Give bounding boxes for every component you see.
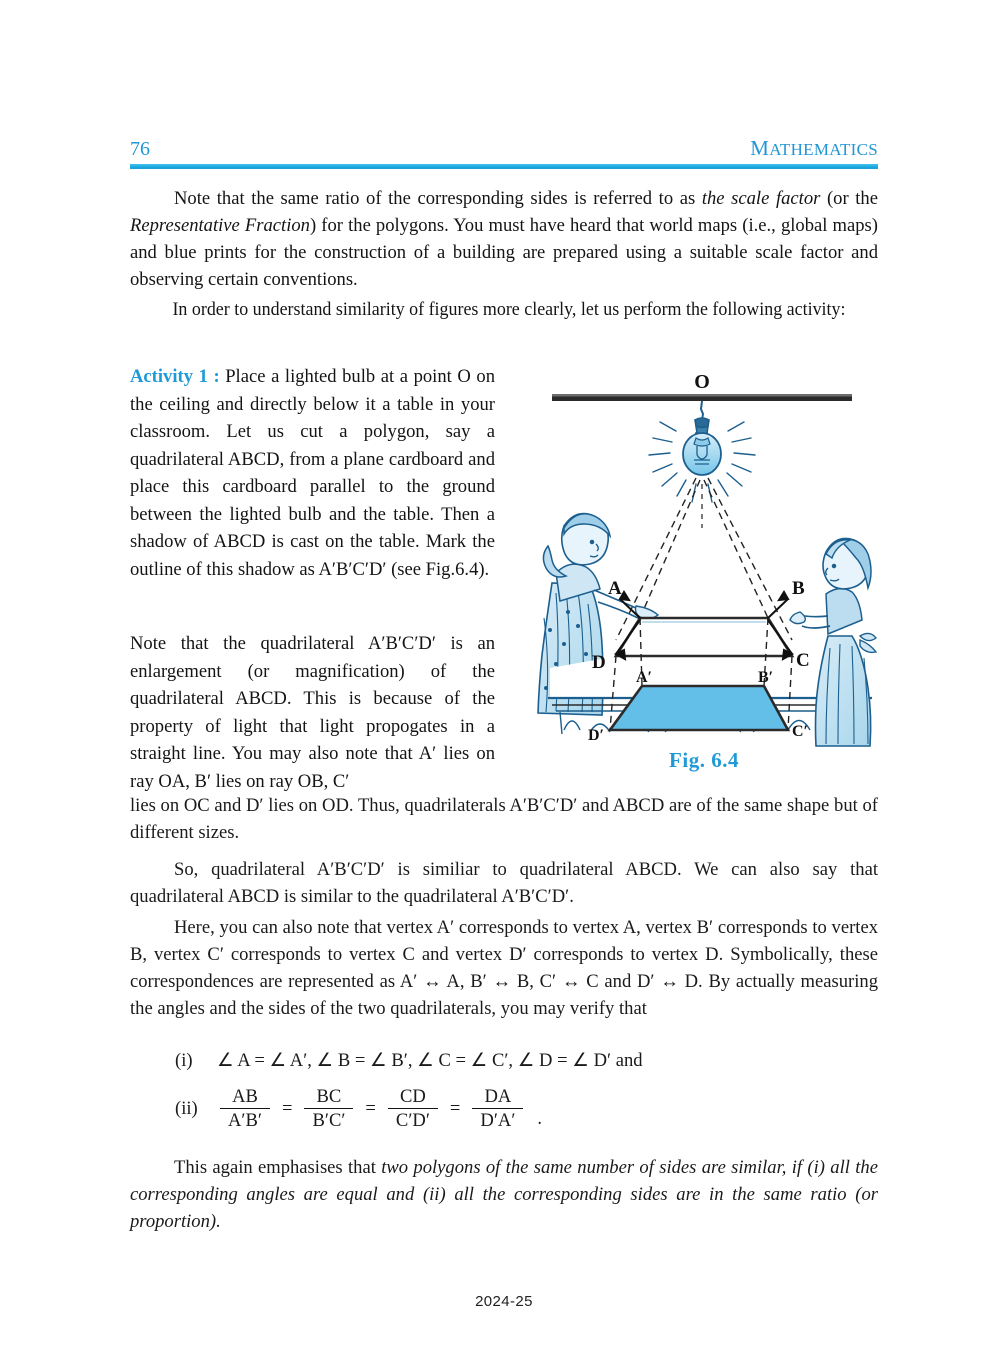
figure-label-C: C <box>796 650 810 671</box>
fraction-numerator: AB <box>232 1086 258 1107</box>
list-marker-ii: (ii) <box>175 1097 198 1119</box>
para1-segment-1: Note that the same ratio of the corresponding sides is referred to as <box>174 188 702 209</box>
paragraph-emphasises <box>130 1155 878 1236</box>
shadow-quadrilateral-A-B-C-D-prime <box>610 686 788 730</box>
page-footer: 2024-25 <box>475 1293 533 1310</box>
list-item-ii <box>175 1086 875 1132</box>
paragraph-scale-factor <box>130 186 878 294</box>
girl-figure-right <box>790 539 876 747</box>
final-paragraph-italic: two polygons of the same number of sides are similar, if (i) all the corresponding angles are equal and (ii) all the corresponding sides are in the same ratio (or proportion). <box>130 1157 878 1232</box>
figure-label-O: O <box>694 371 710 393</box>
para1-segment-3: ) for the polygons. You must have heard that world maps (i.e., global maps) and blue prints for the construction of a building are prepared using a suitable scale factor and observing certain conventions. <box>130 214 878 290</box>
figure-6-4 <box>520 368 888 788</box>
ceiling-bar-icon <box>552 394 852 401</box>
para1-segment-2: (or the <box>820 188 878 209</box>
fraction-ab-over-apbp <box>220 1086 270 1132</box>
paragraph-so-similar: So, quadrilateral A′B′C′D′ is similiar to quadrilateral ABCD. We can also say that quadrilateral ABCD is similar to the quadrilateral A′B′C′D′. <box>130 859 878 907</box>
figure-label-B-prime: B′ <box>758 669 774 686</box>
fraction-denominator: B′C′ <box>304 1108 353 1131</box>
paragraph-lies-on: lies on OC and D′ lies on OD. Thus, quadrilaterals A′B′C′D′ and ABCD are of the same shape but of different sizes. <box>130 795 878 843</box>
activity-1-paragraph <box>130 363 495 583</box>
fraction-denominator: A′B′ <box>220 1108 270 1131</box>
activity-1-text: Place a lighted bulb at a point O on the ceiling and directly below it a table in your classroom. Let us cut a polygon, say a quadrilateral ABCD, from a plane cardboard and place this cardboard parallel to the ground between the lighted bulb and the table. Then a shadow of ABCD is cast on the table. Mark the outline of this shadow as A′B′C′D′ (see Fig.6.4). <box>130 366 495 580</box>
fraction-cd-over-cpdp <box>388 1086 438 1132</box>
fraction-denominator: C′D′ <box>388 1108 438 1131</box>
figure-label-A-prime: A′ <box>636 669 653 686</box>
figure-label-C-prime: C′ <box>792 723 809 740</box>
header-subject-rest: ATHEMATICS <box>769 140 878 159</box>
paragraph-correspondences: Here, you can also note that vertex A′ corresponds to vertex A, vertex B′ corresponds to vertex B, vertex C′ corresponds to vertex C and vertex D′ corresponds to vertex D. Symbolically, these correspondences are represented as A′ ↔ A, B′ ↔ B, C′ ↔ C and D′ ↔ D. By actually measuring the angles and the sides of the two quadrilaterals, you may verify that <box>130 917 878 1019</box>
fraction-denominator: D′A′ <box>472 1108 523 1131</box>
fraction-numerator: DA <box>484 1086 512 1107</box>
header-subject-title <box>750 138 878 159</box>
angle-equalities: ∠ A = ∠ A′, ∠ B = ∠ B′, ∠ C = ∠ C′, ∠ D = ∠ D′ and <box>217 1050 643 1071</box>
equals-sign-1: = <box>281 1097 293 1119</box>
paragraph-in-order: In order to understand similarity of figures more clearly, let us perform the following activity: <box>172 299 846 320</box>
fraction-da-over-dpap <box>472 1086 523 1132</box>
list-marker-i: (i) <box>175 1050 193 1071</box>
final-paragraph-lead: This again emphasises that <box>174 1157 382 1178</box>
header-rule <box>130 164 878 169</box>
verification-list <box>175 1050 875 1138</box>
trailing-period: . <box>537 1107 543 1129</box>
fraction-numerator: BC <box>316 1086 342 1107</box>
ratio-equation <box>217 1086 542 1132</box>
activity-1-label: Activity 1 : <box>130 366 220 387</box>
equals-sign-3: = <box>449 1097 461 1119</box>
cardboard-quadrilateral-ABCD <box>616 618 792 656</box>
figure-label-A: A <box>608 578 622 599</box>
figure-label-D-prime: D′ <box>588 727 605 744</box>
list-item-i <box>175 1050 875 1072</box>
bulb-icon <box>683 401 721 475</box>
para1-italic-scale-factor: the scale factor <box>701 188 821 209</box>
page-number: 76 <box>130 138 150 160</box>
para1-italic-representative-fraction: Representative Fraction <box>130 214 310 236</box>
page-header <box>130 138 878 170</box>
figure-caption: Fig. 6.4 <box>669 748 739 772</box>
figure-label-D: D <box>592 652 606 673</box>
fraction-bc-over-bpcp <box>304 1086 353 1132</box>
equals-sign-2: = <box>365 1097 376 1119</box>
figure-label-B: B <box>792 578 805 599</box>
paragraph-note-enlargement: Note that the quadrilateral A′B′C′D′ is an enlargement (or magnification) of the quadrilateral ABCD. This is because of the property of light that light propogates in a straight line. You may also note that A′ lies on ray OA, B′ lies on ray OB, C′ <box>130 633 495 792</box>
header-subject-initial: M <box>750 136 770 160</box>
fraction-numerator: CD <box>399 1086 426 1107</box>
